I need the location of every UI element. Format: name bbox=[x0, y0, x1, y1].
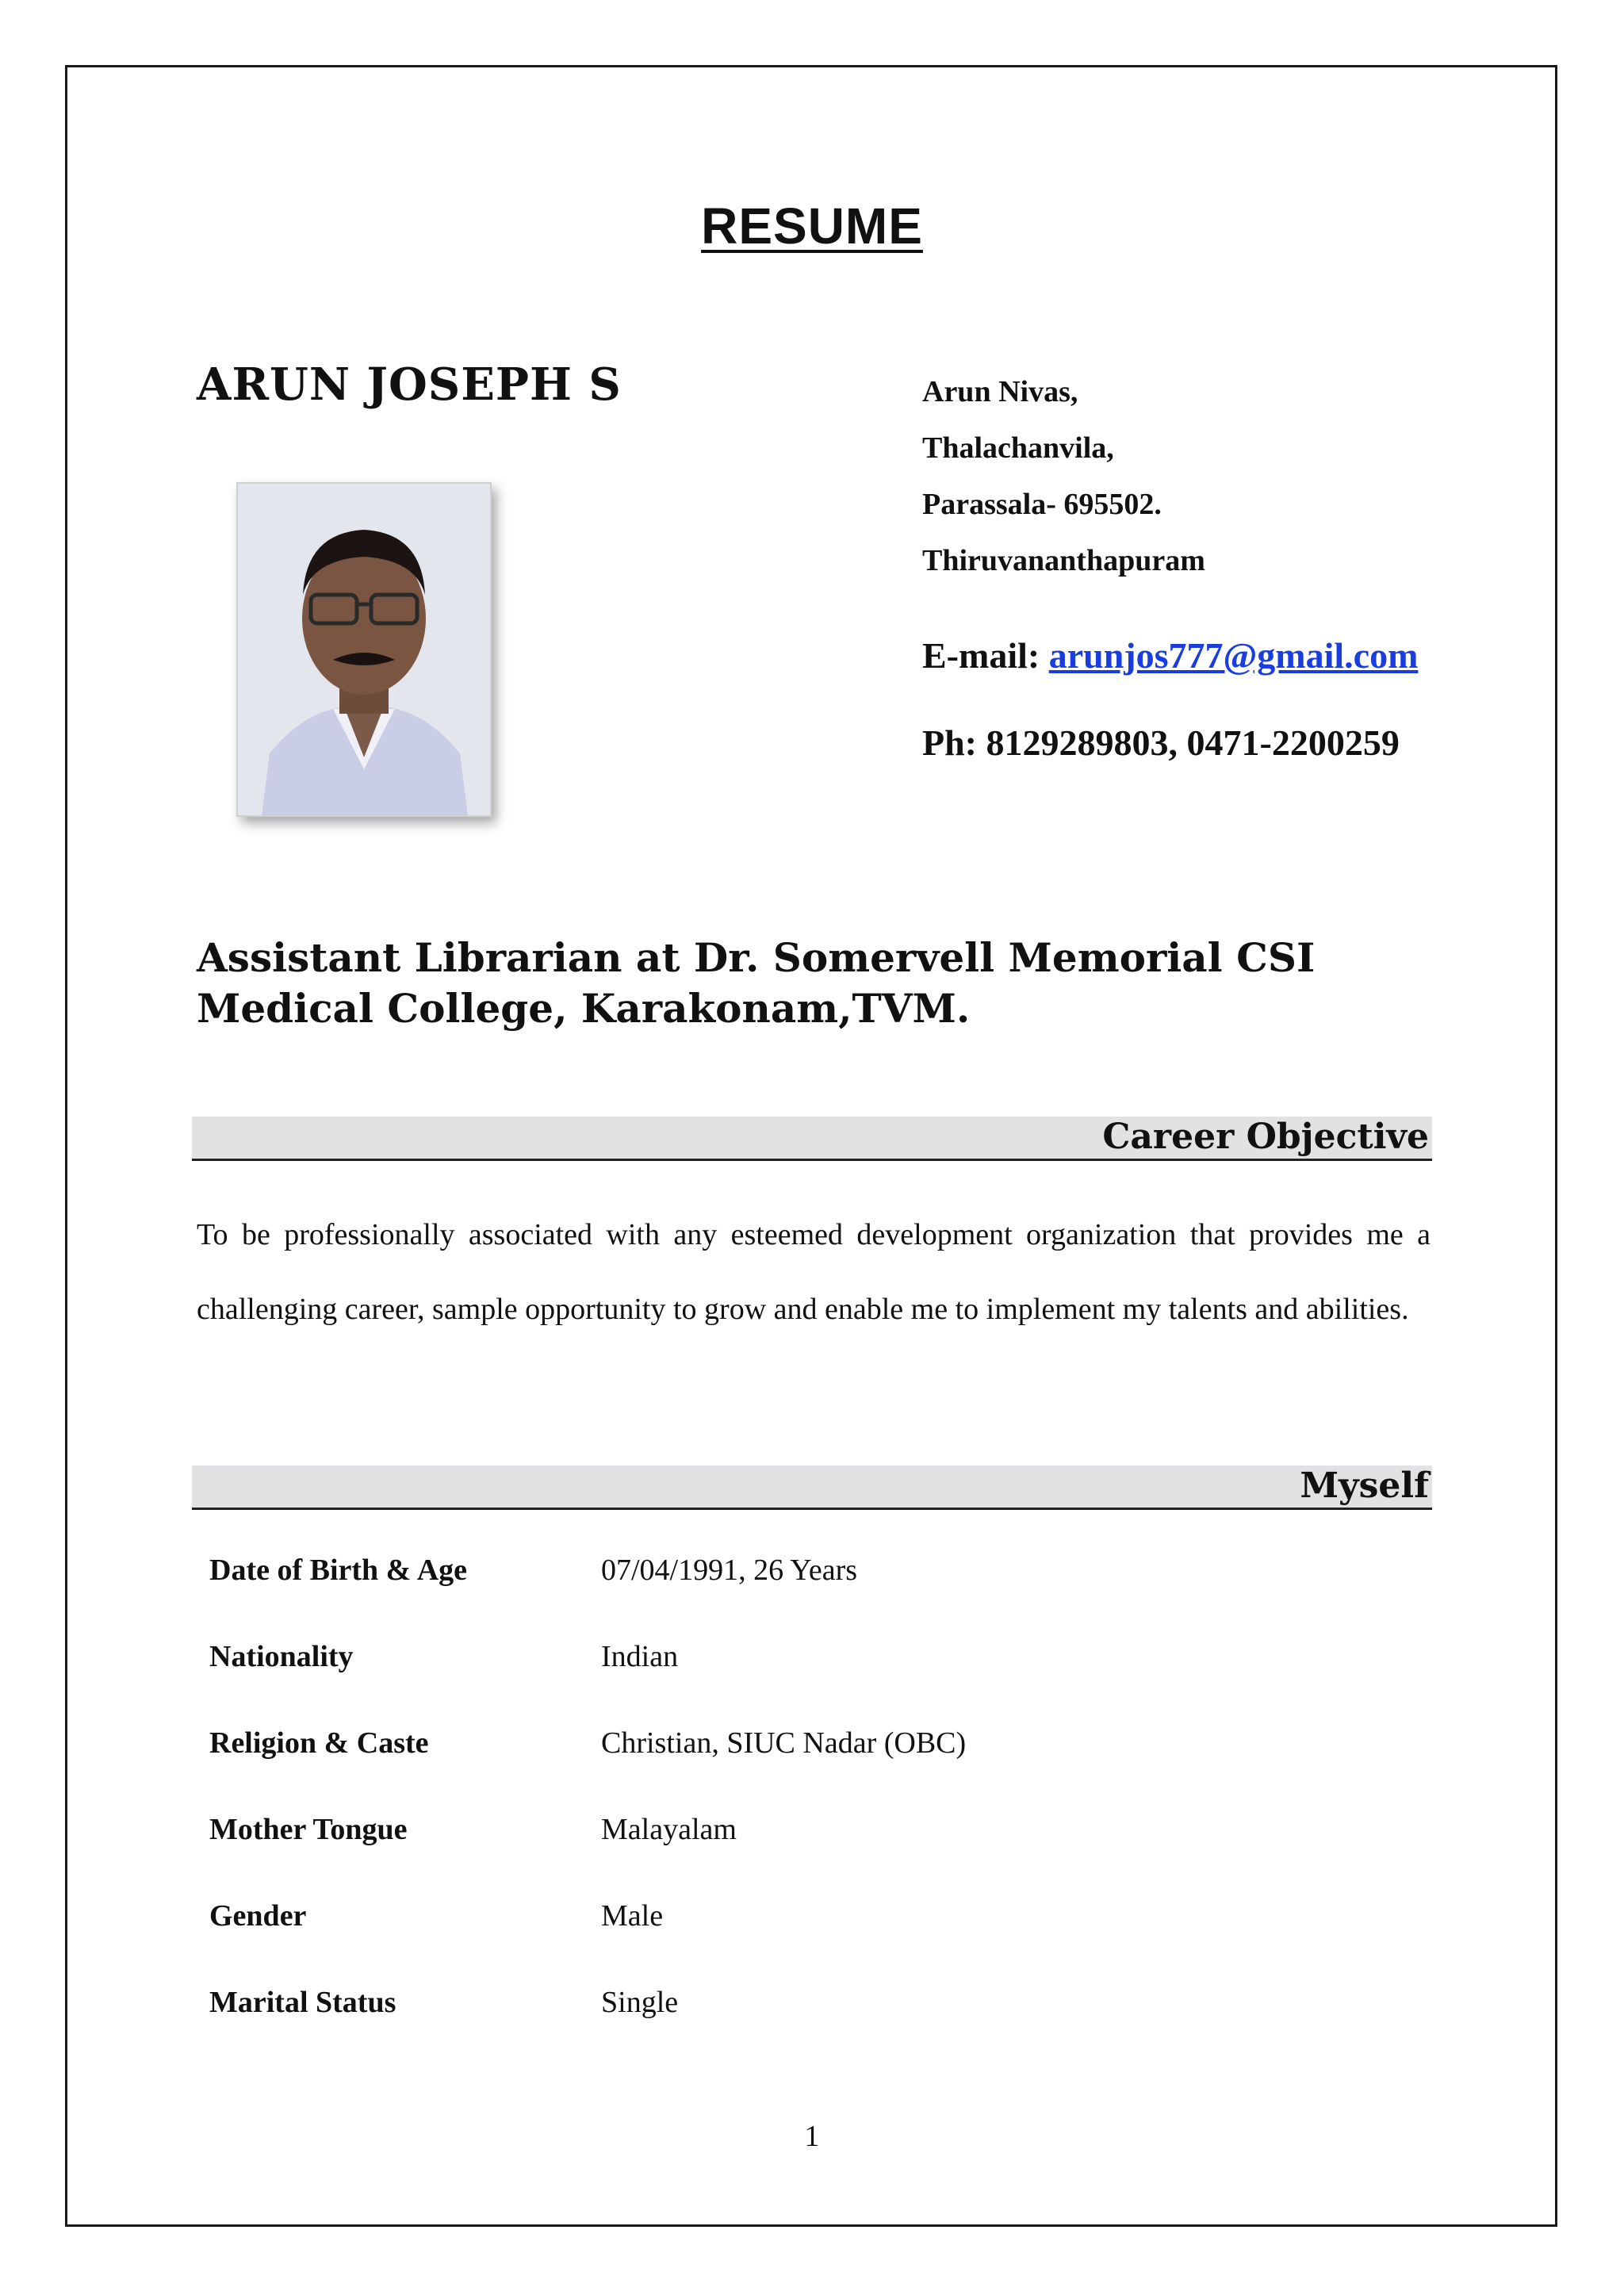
address-line: Thalachanvila, bbox=[922, 431, 1114, 465]
address-line: Thiruvananthapuram bbox=[922, 544, 1205, 577]
address-line: Parassala- 695502. bbox=[922, 488, 1162, 521]
phone-row: Ph: 8129289803, 0471-2200259 bbox=[922, 722, 1400, 763]
portrait-photo bbox=[236, 482, 492, 817]
detail-value: Indian bbox=[601, 1640, 679, 1673]
detail-value: Male bbox=[601, 1899, 664, 1933]
detail-label: Religion & Caste bbox=[209, 1726, 429, 1760]
detail-value: Single bbox=[601, 1986, 679, 2019]
detail-value: Malayalam bbox=[601, 1813, 737, 1846]
page-title: RESUME bbox=[701, 197, 923, 255]
detail-label: Marital Status bbox=[209, 1986, 396, 2019]
portrait-illustration bbox=[238, 484, 490, 815]
email-link[interactable]: arunjos777@gmail.com bbox=[1048, 635, 1419, 676]
email-row bbox=[922, 634, 1418, 676]
career-objective-text: To be professionally associated with any esteemed development organization that provides me a challenging career, sample opportunity to grow and enable me to implement my talents and abilities. bbox=[197, 1218, 1431, 1326]
candidate-name: ARUN JOSEPH S bbox=[197, 358, 622, 411]
career-objective-heading: Career Objective bbox=[1102, 1117, 1429, 1157]
detail-value: Christian, SIUC Nadar (OBC) bbox=[601, 1726, 967, 1760]
detail-label: Date of Birth & Age bbox=[209, 1554, 468, 1587]
detail-label: Gender bbox=[209, 1899, 307, 1933]
detail-value: 07/04/1991, 26 Years bbox=[601, 1554, 858, 1587]
detail-label: Nationality bbox=[209, 1640, 354, 1673]
page-number: 1 bbox=[804, 2120, 820, 2153]
current-position: Assistant Librarian at Dr. Somervell Memorial CSI Medical College, Karakonam,TVM. bbox=[197, 934, 1316, 1032]
myself-heading-bar bbox=[192, 1466, 1432, 1510]
career-objective-heading-bar bbox=[192, 1117, 1432, 1161]
address-line: Arun Nivas, bbox=[922, 375, 1078, 408]
detail-label: Mother Tongue bbox=[209, 1813, 408, 1846]
myself-heading: Myself bbox=[1300, 1466, 1429, 1506]
email-label: E-mail: bbox=[922, 635, 1040, 676]
